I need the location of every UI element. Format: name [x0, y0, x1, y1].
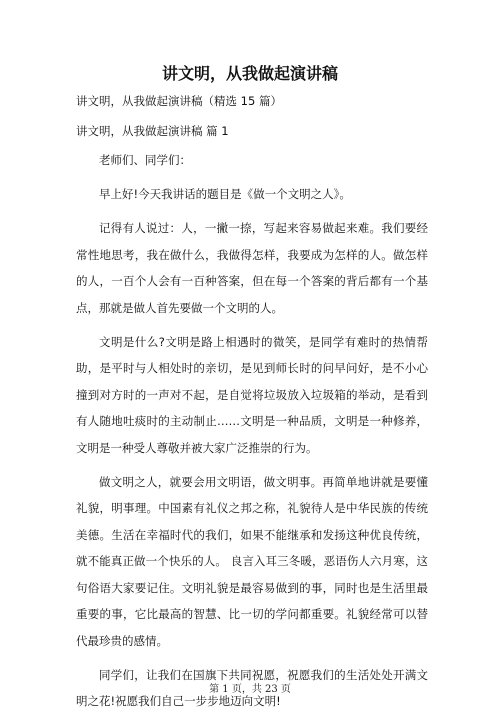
paragraph-closing: 同学们，让我们在国旗下共同祝愿，祝愿我们的生活处处开满文明之花!祝愿我们自己一步步地迈向文明! [76, 667, 428, 708]
section-heading: 讲文明，从我做起演讲稿 篇 1 [76, 124, 229, 138]
paragraph-civil-words: 做文明之人，就要会用文明语，做文明事。再简单地讲就是要懂礼貌，明事理。中国素有礼仪之邦之称，礼貌待人是中华民族的传统美德。生活在幸福时代的我们，如果不能继承和发扬这种优良传统，就不能真正做一个快乐的人。 良言入耳三冬暖，恶语伤人六月寒，这句俗语大家要记住。文明礼貌是最容易做到的事，同时也是生活里最重要的事，它比最高的智慧、比一切的学问都重要。礼貌经常可以替代最珍贵的感情。 [76, 474, 428, 648]
paragraph-opening: 早上好!今天我讲话的题目是《做一个文明之人》。 [99, 187, 351, 201]
paragraph-be-civilized: 记得有人说过：人，一撇一捺，写起来容易做起来难。我们要经常性地思考，我在做什么，我做得怎样，我要成为怎样的人。做怎样的人，一百个人会有一百种答案，但在每一个答案的背后都有一个基点，那就是做人首先要做一个文明的人。 [76, 221, 428, 315]
document-subtitle: 讲文明，从我做起演讲稿（精选 15 篇） [76, 94, 282, 108]
paragraph-what-is-civility: 文明是什么?文明是路上相遇时的微笑，是同学有难时的热情帮助，是平时与人相处时的亲切，是见到师长时的问早问好，是不小心撞到对方时的一声对不起，是自觉将垃圾放入垃圾箱的举动，是看到有人随地吐痰时的主动制止……文明是一种品质，文明是一种修养，文明是一种受人尊敬并被大家广泛推崇的行为。 [76, 334, 428, 455]
paragraph-greeting: 老师们、同学们： [99, 153, 191, 167]
page-footer: 第 1 页，共 23 页 [209, 684, 291, 695]
document-title: 讲文明，从我做起演讲稿 [161, 64, 338, 83]
speech-body [76, 147, 428, 715]
